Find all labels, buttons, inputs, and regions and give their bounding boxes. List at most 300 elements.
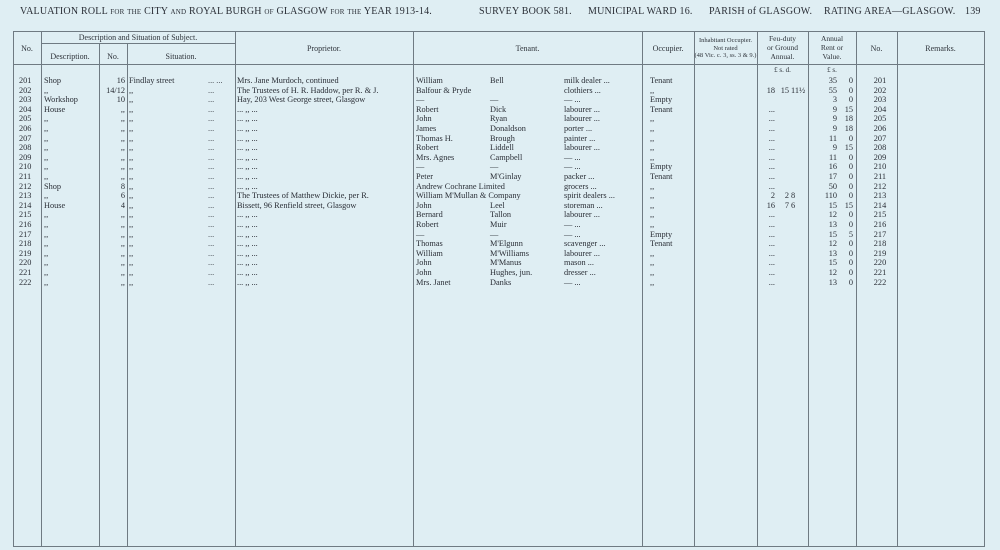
entry-feu-pounds: ... [768,124,775,133]
table-row [13,220,985,230]
entry-number-right: 220 [873,258,887,268]
entry-rent-shillings: 0 [848,191,853,201]
entry-tenant-surname: M'Ginlay [490,172,522,181]
entry-tenant-surname: — [490,229,499,239]
entry-situation-leader: ... [208,248,215,258]
entry-subject-number: ,, [120,104,125,114]
table-row [13,95,985,105]
table-row [13,76,985,86]
table-row [13,124,985,134]
entry-subject-number: ,, [120,248,125,258]
entry-situation: ,, [129,229,134,239]
entry-tenant-occupation: — ... [564,95,581,105]
entry-number: 210 [19,162,32,172]
entry-feu-pounds: ... [768,258,775,268]
entry-tenant-forename: Robert [416,220,439,229]
entry-tenant-occupation: milk dealer ... [564,76,610,85]
entry-occupier: ,, [650,191,655,201]
entry-situation-leader: ... ... [208,76,223,85]
entry-tenant-occupation: labourer ... [564,248,600,258]
entry-occupier: ,, [650,143,655,153]
entry-tenant-forename: Andrew Cochrane Limited [416,181,505,191]
entry-tenant-occupation: dresser ... [564,268,596,277]
entry-description: ,, [44,229,49,239]
entry-tenant-surname: Donaldson [490,124,526,133]
entry-tenant-surname: Danks [490,277,512,287]
entry-tenant-forename: John [416,268,432,277]
table-row [13,249,985,259]
entry-number: 204 [19,104,32,114]
entry-situation: ,, [129,162,134,172]
entry-rent-pounds: 13 [828,277,837,287]
entry-occupier: ,, [650,220,655,229]
entry-tenant-surname: — [490,162,499,172]
entry-description: Shop [44,181,62,191]
entry-rent-pounds: 17 [828,172,837,181]
entry-subject-number: ,, [120,124,125,133]
entry-occupier: ,, [650,85,655,95]
entry-number-right: 206 [873,124,887,133]
entry-situation-leader: ... [208,239,215,249]
entry-subject-number: 10 [116,95,125,105]
entry-number-right: 207 [873,133,887,143]
entry-situation: ,, [129,248,134,258]
desc-group-rule [41,43,235,44]
entry-subject-number: 6 [120,191,125,201]
entry-occupier: Tenant [650,239,673,249]
entry-rent-pounds: 9 [832,114,837,124]
entry-number: 216 [19,220,32,229]
entry-situation-leader: ... [208,258,215,268]
entry-situation: ,, [129,191,134,201]
entry-tenant-forename: Robert [416,143,439,153]
entry-situation-leader: ... [208,85,215,95]
entry-feu-pounds: ... [768,181,775,191]
table-row [13,210,985,220]
entry-rent-pounds: 3 [832,95,837,105]
entry-tenant-surname: Liddell [490,143,514,153]
entry-situation-leader: ... [208,162,215,172]
entry-proprietor: ... ,, ... [237,268,258,277]
entry-situation-leader: ... [208,210,215,220]
rating-area: RATING AREA—GLASGOW. [824,6,956,17]
entry-situation-leader: ... [208,133,215,143]
entry-description: House [44,104,66,114]
entry-feu-pounds: ... [768,210,775,220]
entry-feu-pounds: ... [768,277,775,287]
entry-rent-shillings: 0 [848,152,853,162]
entry-number: 218 [19,239,32,249]
entry-rent-pounds: 12 [828,239,837,249]
entry-situation: ,, [129,133,134,143]
entry-tenant-occupation: clothiers ... [564,85,601,95]
entry-rent-pounds: 50 [828,181,837,191]
entry-description: ,, [44,143,49,153]
col-desc-group: Description and Situation of Subject. [78,33,198,42]
entry-feu-pence: 6 [791,200,796,210]
entry-occupier: ,, [650,152,655,162]
entry-situation: ,, [129,220,134,229]
entry-rent-pounds: 9 [832,124,837,133]
entry-subject-number: ,, [120,210,125,220]
entry-subject-number: ,, [120,220,125,229]
entry-description: ,, [44,85,49,95]
entry-description: Shop [44,76,62,85]
entry-number: 217 [19,229,32,239]
entry-proprietor: The Trustees of Matthew Dickie, per R. [237,191,369,201]
entry-tenant-surname: Bell [490,76,504,85]
rent-units: £ s. [827,66,837,74]
col-description: Description. [50,52,90,61]
entry-situation-leader: ... [208,172,215,181]
entry-description: House [44,200,66,210]
parish: PARISH of GLASGOW. [709,6,813,17]
entry-tenant-forename: Mrs. Agnes [416,152,455,162]
entry-situation: ,, [129,95,134,105]
entry-tenant-forename: John [416,200,432,210]
entry-rent-shillings: 0 [848,85,853,95]
entry-proprietor: Bissett, 96 Renfield street, Glasgow [237,200,357,210]
entry-proprietor: ... ,, ... [237,220,258,229]
entry-proprietor: ... ,, ... [237,133,258,143]
entry-occupier: Tenant [650,76,673,85]
entry-number: 208 [19,143,32,153]
table-row [13,201,985,211]
entry-rent-pounds: 11 [829,133,837,143]
entry-feu-pounds: 18 [766,85,775,95]
entry-number-right: 210 [873,162,887,172]
entry-tenant-surname: Tallon [490,210,512,220]
entry-number: 203 [19,95,32,105]
entry-number-right: 221 [873,268,887,277]
entry-number-right: 219 [873,248,887,258]
entry-tenant-surname: Hughes, jun. [490,268,533,277]
entry-situation-leader: ... [208,277,215,287]
entry-tenant-occupation: grocers ... [564,181,597,191]
entry-number: 212 [19,181,32,191]
entry-tenant-occupation: — ... [564,229,581,239]
entry-tenant-forename: Thomas H. [416,133,453,143]
entry-tenant-surname: Dick [490,104,507,114]
entry-occupier: Empty [650,162,673,172]
entry-subject-number: 14/12 [106,85,125,95]
entry-feu-pounds: ... [768,152,775,162]
entry-tenant-occupation: — ... [564,220,581,229]
entry-rent-pounds: 110 [824,191,837,201]
entry-rent-pounds: 35 [828,76,837,85]
entry-tenant-forename: William M'Mullan & Company [416,191,521,201]
entry-description: ,, [44,124,49,133]
table-row [13,239,985,249]
entry-number: 214 [19,200,32,210]
entry-tenant-occupation: scavenger ... [564,239,606,249]
entry-situation: ,, [129,239,134,249]
table-row [13,143,985,153]
entry-rent-shillings: 0 [848,220,853,229]
entry-tenant-forename: William [416,76,443,85]
entry-tenant-surname: — [490,95,499,105]
entry-tenant-surname: Leel [490,200,505,210]
entry-number: 206 [19,124,32,133]
entry-number: 201 [19,76,32,85]
entry-occupier: ,, [650,124,655,133]
entry-tenant-forename: John [416,258,432,268]
entry-proprietor: ... ,, ... [237,258,258,268]
entry-feu-pence: 11½ [791,85,806,95]
entry-situation-leader: ... [208,229,215,239]
col-remarks: Remarks. [925,44,956,53]
entry-description: ,, [44,248,49,258]
entry-number-right: 212 [873,181,887,191]
entry-tenant-surname: M'Elgunn [490,239,523,249]
entry-rent-pounds: 15 [828,229,837,239]
entry-feu-pounds: ... [768,248,775,258]
entry-occupier: Empty [650,95,673,105]
entry-tenant-forename: Bernard [416,210,443,220]
col-annual-rent: Annual Rent or Value. [820,34,844,61]
entry-subject-number: ,, [120,239,125,249]
entry-rent-pounds: 13 [828,248,837,258]
entry-subject-number: ,, [120,277,125,287]
entry-situation-leader: ... [208,181,215,191]
entry-rent-pounds: 16 [828,162,837,172]
table-row [13,258,985,268]
entry-rent-shillings: 15 [844,200,853,210]
entry-subject-number: 8 [120,181,125,191]
entry-proprietor: ... ,, ... [237,277,258,287]
table-row [13,162,985,172]
entry-situation: ,, [129,258,134,268]
entry-situation-leader: ... [208,152,215,162]
entry-feu-shillings: 15 [780,85,789,95]
entry-tenant-occupation: storeman ... [564,200,603,210]
entry-number-right: 205 [873,114,887,124]
entry-rent-shillings: 0 [848,210,853,220]
entry-tenant-forename: — [416,162,425,172]
table-row [13,182,985,192]
entry-tenant-forename: Peter [416,172,434,181]
entry-rent-shillings: 0 [848,258,853,268]
entry-tenant-occupation: labourer ... [564,114,600,124]
entry-rent-shillings: 18 [844,114,853,124]
entry-description: ,, [44,210,49,220]
entry-tenant-forename: James [416,124,437,133]
entry-feu-pounds: ... [768,220,775,229]
table-row [13,191,985,201]
table-row [13,278,985,288]
entry-proprietor: Hay, 203 West George street, Glasgow [237,95,366,105]
col-occupier: Occupier. [652,44,684,53]
table-row [13,105,985,115]
entry-situation: ,, [129,143,134,153]
entry-number: 209 [19,152,32,162]
entry-rent-pounds: 12 [828,268,837,277]
entry-situation: ,, [129,181,134,191]
header-bottom-rule [13,64,985,65]
entry-situation: ,, [129,104,134,114]
entry-number: 213 [19,191,32,201]
entry-tenant-forename: Balfour & Pryde [416,85,472,95]
entry-feu-pounds: 2 [770,191,775,201]
entry-number-right: 218 [873,239,887,249]
entry-tenant-surname: Brough [490,133,515,143]
entry-situation-leader: ... [208,268,215,277]
entry-occupier: ,, [650,200,655,210]
entry-proprietor: ... ,, ... [237,239,258,249]
col-no: No. [21,44,33,53]
entry-subject-number: ,, [120,143,125,153]
entry-subject-number: ,, [120,114,125,124]
entry-number-right: 201 [873,76,887,85]
entry-situation-leader: ... [208,191,215,201]
entry-rent-pounds: 9 [832,143,837,153]
table-row [13,268,985,278]
entry-tenant-occupation: labourer ... [564,143,600,153]
entry-rent-shillings: 0 [848,172,853,181]
entry-subject-number: ,, [120,268,125,277]
table-row [13,86,985,96]
entry-tenant-forename: John [416,114,432,124]
entry-number-right: 203 [873,95,887,105]
entry-situation-leader: ... [208,104,215,114]
col-feu-duty: Feu-duty or Ground Annual. [766,34,799,61]
entry-number-right: 202 [873,85,887,95]
entry-occupier: Tenant [650,172,673,181]
col-proprietor: Proprietor. [307,44,341,53]
entry-situation-leader: ... [208,220,215,229]
entry-situation: ,, [129,210,134,220]
entry-description: Workshop [44,95,78,105]
entry-occupier: ,, [650,277,655,287]
entry-tenant-forename: William [416,248,443,258]
entry-number: 205 [19,114,32,124]
entry-rent-shillings: 0 [848,277,853,287]
entry-occupier: Empty [650,229,673,239]
entry-number-right: 222 [873,277,887,287]
entry-number-right: 213 [873,191,887,201]
entry-occupier: ,, [650,114,655,124]
entry-tenant-surname: Muir [490,220,507,229]
entry-feu-pounds: 16 [766,200,775,210]
entry-proprietor: ... ,, ... [237,124,258,133]
entry-feu-pounds: ... [768,172,775,181]
entry-rent-shillings: 0 [848,268,853,277]
entry-rent-pounds: 12 [828,210,837,220]
entry-situation-leader: ... [208,95,215,105]
entry-description: ,, [44,258,49,268]
entry-description: ,, [44,152,49,162]
entry-rent-pounds: 13 [828,220,837,229]
entry-number-right: 216 [873,220,887,229]
entry-description: ,, [44,277,49,287]
entry-feu-shillings: 2 [784,191,789,201]
entry-proprietor: ... ,, ... [237,114,258,124]
entry-number: 220 [19,258,32,268]
entry-description: ,, [44,162,49,172]
entry-tenant-occupation: — ... [564,152,581,162]
entry-rent-shillings: 15 [844,143,853,153]
entry-feu-pounds: ... [768,143,775,153]
table-row [13,114,985,124]
entry-situation: ,, [129,277,134,287]
entry-tenant-occupation: mason ... [564,258,594,268]
survey-book: SURVEY BOOK 581. [479,6,572,17]
entry-number-right: 214 [873,200,887,210]
entry-tenant-forename: Thomas [416,239,443,249]
entry-rent-pounds: 15 [828,258,837,268]
entry-feu-pounds: ... [768,229,775,239]
entry-description: ,, [44,239,49,249]
entry-occupier: Tenant [650,104,673,114]
entry-feu-pounds: ... [768,114,775,124]
entry-description: ,, [44,172,49,181]
entry-feu-pounds: ... [768,104,775,114]
col-inhabitant: Inhabitant Occupier. Not rated (48 Vic. c. 3, ss. 3 & 9.) [694,37,757,59]
entry-subject-number: ,, [120,152,125,162]
entry-rent-shillings: 18 [844,124,853,133]
entry-rent-shillings: 15 [844,104,853,114]
table-row [13,230,985,240]
entry-feu-pence: 8 [791,191,796,201]
entry-tenant-surname: M'Manus [490,258,522,268]
entry-situation: ,, [129,114,134,124]
entry-number-right: 217 [873,229,887,239]
entry-subject-number: ,, [120,258,125,268]
entry-proprietor: ... ,, ... [237,210,258,220]
entry-number-right: 208 [873,143,887,153]
entry-proprietor: ... ,, ... [237,143,258,153]
entry-situation: ,, [129,124,134,133]
table-row [13,172,985,182]
entry-proprietor: Mrs. Jane Murdoch, continued [237,76,339,85]
entry-subject-number: ,, [120,229,125,239]
entry-proprietor: ... ,, ... [237,162,258,172]
entry-number: 207 [19,133,32,143]
entry-description: ,, [44,191,49,201]
entry-situation-leader: ... [208,124,215,133]
entry-rent-shillings: 5 [848,229,853,239]
entry-occupier: ,, [650,248,655,258]
entry-tenant-forename: — [416,229,425,239]
entry-feu-shillings: 7 [784,200,789,210]
entry-tenant-occupation: spirit dealers ... [564,191,615,201]
entry-situation-leader: ... [208,143,215,153]
entry-rent-pounds: 9 [832,104,837,114]
entry-tenant-occupation: porter ... [564,124,593,133]
entry-feu-pounds: ... [768,239,775,249]
col-no-right: No. [870,44,883,53]
col-situation: Situation. [165,52,197,61]
entry-tenant-forename: Mrs. Janet [416,277,451,287]
entry-tenant-occupation: — ... [564,162,581,172]
entry-situation: ,, [129,200,134,210]
entry-rent-pounds: 11 [829,152,837,162]
entry-number: 222 [19,277,32,287]
entry-number: 221 [19,268,32,277]
entry-rent-shillings: 0 [848,181,853,191]
entry-number: 219 [19,248,32,258]
entry-situation: ,, [129,268,134,277]
entry-occupier: ,, [650,268,655,277]
feu-units: £ s. d. [774,66,791,74]
entry-situation: Findlay street [129,76,175,85]
entry-number-right: 211 [873,172,887,181]
entry-proprietor: The Trustees of H. R. Haddow, per R. & J. [237,85,379,95]
entry-rent-shillings: 0 [848,76,853,85]
entry-occupier: ,, [650,258,655,268]
entry-description: ,, [44,114,49,124]
entry-proprietor: ... ,, ... [237,248,258,258]
